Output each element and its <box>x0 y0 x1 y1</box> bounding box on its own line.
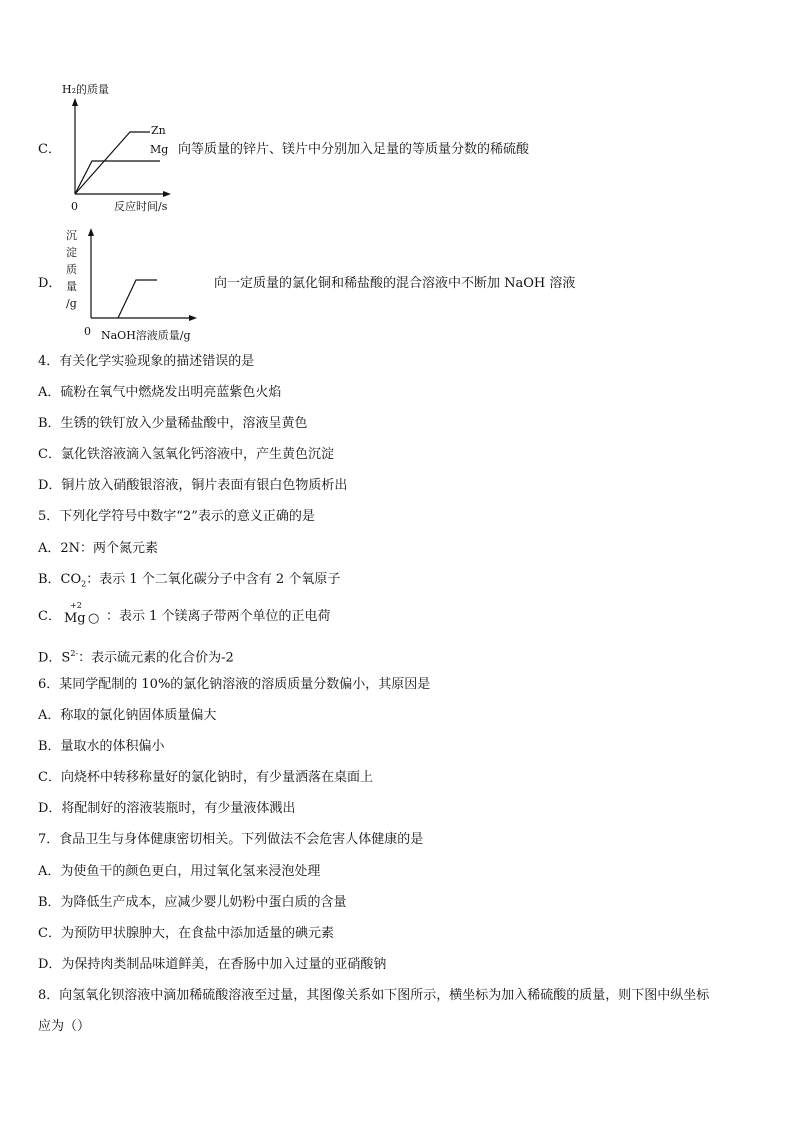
graph-d-x-arrow <box>189 315 197 321</box>
question-5-option-d-superscript: 2- <box>70 649 79 658</box>
question-7-option-b: B．为降低生产成本，应减少婴儿奶粉中蛋白质的含量 <box>38 895 347 910</box>
question-4-stem: 4．有关化学实验现象的描述错误的是 <box>38 354 255 369</box>
question-6-stem: 6．某同学配制的 10%的氯化钠溶液的溶质质量分数偏小，其原因是 <box>38 677 431 692</box>
option-c-description: 向等质量的锌片、镁片中分别加入足量的等质量分数的稀硫酸 <box>178 142 530 157</box>
question-6-option-a: A．称取的氯化钠固体质量偏大 <box>38 708 217 723</box>
question-6-option-d: D．将配制好的溶液装瓶时，有少量液体溅出 <box>38 801 296 816</box>
question-5-option-c-prefix: C． <box>38 609 61 624</box>
question-5-option-c-symbol: Mg <box>64 611 86 626</box>
graph-c-ylabel: H₂的质量 <box>62 83 110 96</box>
graph-c-origin: 0 <box>71 200 78 213</box>
graph-d-xlabel: NaOH溶液质量/g <box>101 329 191 342</box>
question-5-option-b <box>38 572 340 593</box>
question-5-option-d <box>38 646 234 666</box>
option-d-description: 向一定质量的氯化铜和稀盐酸的混合溶液中不断加 NaOH 溶液 <box>214 276 576 291</box>
question-7-option-d: D．为保持肉类制品味道鲜美，在香肠中加入过量的亚硝酸钠 <box>38 957 387 972</box>
question-4-option-d: D．铜片放入硝酸银溶液，铜片表面有银白色物质析出 <box>38 478 348 493</box>
question-5-option-a: A．2N：两个氮元素 <box>38 541 159 556</box>
question-5-option-b-text: ：表示 1 个二氧化碳分子中含有 2 个氧原子 <box>86 572 341 587</box>
graph-c-mg-label: Mg <box>150 143 169 156</box>
graph-d-ylabel-4: 量 <box>66 280 77 293</box>
option-c-letter: C． <box>38 142 61 157</box>
question-7-stem: 7．食品卫生与身体健康密切相关。下列做法不会危害人体健康的是 <box>38 832 424 847</box>
question-4-option-a: A．硫粉在氧气中燃烧发出明亮蓝紫色火焰 <box>38 385 282 400</box>
question-4-option-b: B．生锈的铁钉放入少量稀盐酸中，溶液呈黄色 <box>38 416 308 431</box>
question-5-option-c-circle: ○ <box>88 611 100 626</box>
graph-d-curve <box>118 280 157 318</box>
question-5-option-b-subscript: 2 <box>81 579 87 589</box>
question-5-option-b-formula: B．CO <box>38 572 82 587</box>
graph-c-xlabel: 反应时间/s <box>114 200 168 213</box>
graph-d-y-arrow <box>88 228 94 236</box>
question-5-option-c-text: ：表示 1 个镁离子带两个单位的正电荷 <box>106 609 331 624</box>
graph-d-origin: 0 <box>84 325 91 338</box>
question-7-option-a: A．为使鱼干的颜色更白，用过氧化氢来浸泡处理 <box>38 864 321 879</box>
question-6-option-b: B．量取水的体积偏小 <box>38 739 165 754</box>
option-d-letter: D． <box>38 276 62 291</box>
graph-d-ylabel-2: 淀 <box>66 246 77 259</box>
question-5-option-d-text: ：表示硫元素的化合价为-2 <box>78 650 234 666</box>
question-8-stem-line-1: 8．向氢氧化钡溶液中滴加稀硫酸溶液至过量，其图像关系如下图所示，横坐标为加入稀硫酸的质量，则下图中纵坐标 <box>38 988 710 1003</box>
graph-d-ylabel-1: 沉 <box>66 229 77 242</box>
question-5-option-c-superscript: +2 <box>70 601 82 610</box>
graph-d-ylabel-5: /g <box>66 297 77 310</box>
question-6-option-c: C．向烧杯中转移称量好的氯化钠时，有少量洒落在桌面上 <box>38 770 373 785</box>
question-5-option-d-symbol: D．S <box>38 650 71 666</box>
question-8-stem-line-2: 应为（） <box>38 1019 91 1034</box>
question-5-stem: 5．下列化学符号中数字“2”表示的意义正确的是 <box>38 509 315 524</box>
question-7-option-c: C．为预防甲状腺肿大，在食盐中添加适量的碘元素 <box>38 926 334 941</box>
graph-d-ylabel-3: 质 <box>66 263 77 276</box>
graph-c-zn-label: Zn <box>151 124 166 137</box>
question-4-option-c: C．氯化铁溶液滴入氢氧化钙溶液中，产生黄色沉淀 <box>38 447 334 462</box>
